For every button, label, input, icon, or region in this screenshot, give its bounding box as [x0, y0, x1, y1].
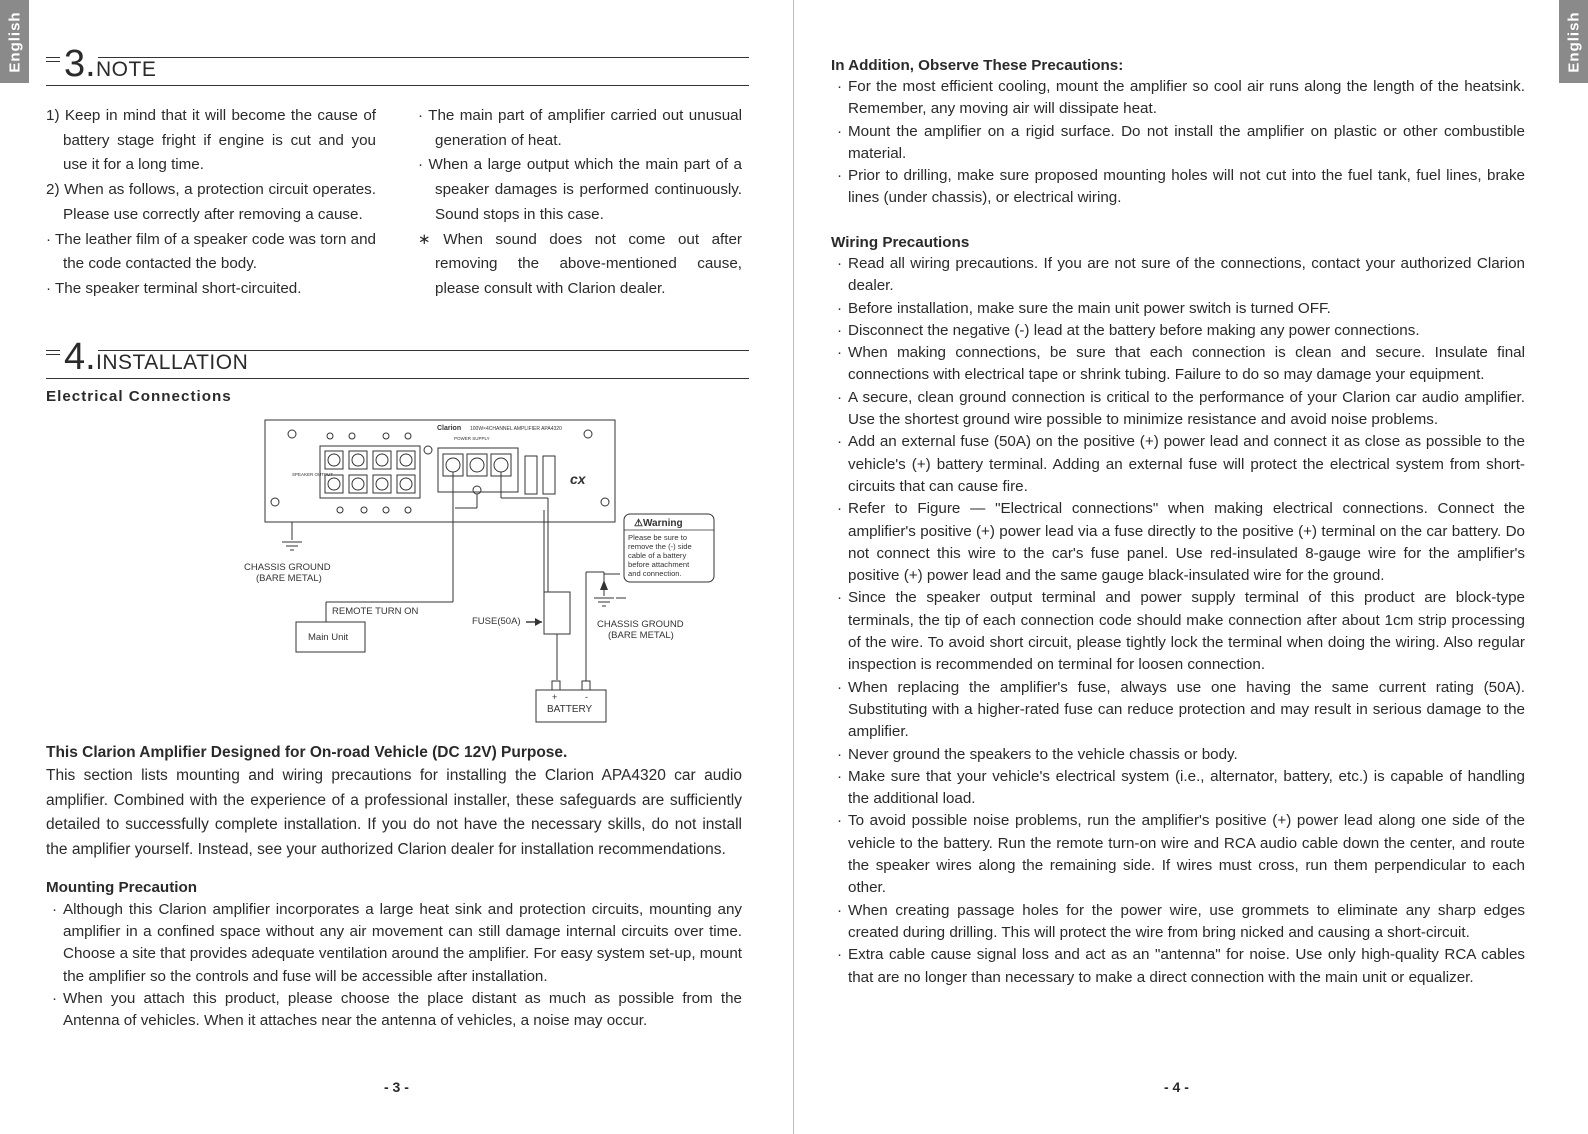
page-number: - 4 -: [1164, 1079, 1189, 1095]
warning-title: ⚠Warning: [634, 518, 683, 529]
list-item: · Extra cable cause signal loss and act as an "antenna" for noise. Use only high-quality RCA cables that are no longer than necessary to make a direct connection with the main unit or equalizer.: [836, 946, 1525, 986]
diagram-power-supply: POWER SUPPLY: [454, 436, 490, 441]
wiring-diagram-svg: [240, 418, 720, 730]
section-title: NOTE: [96, 58, 157, 81]
precaution-list: [831, 76, 1525, 210]
wiring-heading: Wiring Precautions: [831, 234, 970, 251]
wiring-list: [831, 253, 1525, 989]
mount-hole: [601, 498, 609, 506]
wiring-diagram: [240, 418, 720, 730]
svg-text:cx: cx: [570, 471, 586, 487]
section-header-note: [46, 43, 749, 86]
mount-hole: [271, 498, 279, 506]
battery-minus: -: [585, 692, 588, 702]
battery-label: BATTERY: [547, 704, 593, 715]
page-number: - 3 -: [384, 1079, 409, 1095]
mount-hole: [288, 430, 296, 438]
precaution-heading: In Addition, Observe These Precautions:: [831, 57, 1124, 74]
diagram-speaker-output: SPEAKER OUTPUT: [292, 472, 334, 477]
fuse-box: [544, 592, 570, 634]
language-tab: [0, 0, 29, 83]
list-item: · When you attach this product, please choose the place distant as much as possible from the Antenna of vehicles. When it attaches near the antenna of vehicles, a noise may occur.: [51, 989, 742, 1030]
bare-metal-left: (BARE METAL): [256, 573, 322, 584]
list-item: · A secure, clean ground connection is critical to the performance of your Clarion car audio amplifier. Use the shortest ground wire possible to minimize resistance and avoid noise problems.: [836, 388, 1525, 429]
language-tab-label: English: [1565, 10, 1582, 73]
note-item: · When a large output which the main part of a speaker damages is performed continuously. Sound stops in this case.: [418, 156, 742, 223]
note-item: 1) Keep in mind that it will become the cause of battery stage fright if engine is cut and you use it for a long time.: [46, 107, 376, 174]
list-item: · Never ground the speakers to the vehicle chassis or body.: [836, 745, 1238, 763]
list-item: · Refer to Figure — "Electrical connections" when making electrical connections. Connect the amplifier's positive (+) power lead via a fuse directly to the positive (+) terminal on the car battery. Do not connect this wire to the car's fuse panel. Use red-insulated 8-gauge wire for the amplifier's positive (+) power lead and the same gauge black-insulated wire for the ground.: [836, 500, 1525, 585]
list-item: · Disconnect the negative (-) lead at the battery before making any power connections.: [836, 321, 1420, 339]
list-item: · Although this Clarion amplifier incorporates a large heat sink and protection circuits, mounting any amplifier in a confined space without any air movement can still damage internal circuits over time. Choose a site that provides adequate ventilation around the amplifier. For easy system set-up, mount the amplifier so the controls and fuse will be accessible after installation.: [51, 901, 742, 985]
diagram-brand: Clarion: [437, 425, 462, 432]
note-left-column: [46, 104, 376, 302]
section-number: 4.: [60, 337, 98, 377]
note-item: ∗ When sound does not come out after removing the above-mentioned cause, please consult with Clarion dealer.: [418, 230, 742, 297]
language-tab-label: English: [6, 10, 23, 73]
mounting-list: [46, 899, 742, 1032]
chassis-ground-right: CHASSIS GROUND: [597, 619, 684, 630]
list-item: · Prior to drilling, make sure proposed mounting holes will not cut into the fuel tank, fuel lines, brake lines (under chassis), or electrical wiring.: [836, 167, 1525, 207]
list-item: · Make sure that your vehicle's electrical system (i.e., alternator, battery, etc.) is capable of handling the additional load.: [836, 767, 1525, 808]
diagram-model: 100W×4CHANNEL AMPLIFIER APA4320: [470, 426, 562, 432]
list-item: · When replacing the amplifier's fuse, always use one having the same current rating (50A). Substituting with a higher-rated fuse can reduce protection and may result in serious damage to the amplifier.: [836, 678, 1525, 741]
electrical-connections-heading: Electrical Connections: [46, 388, 232, 405]
main-unit-label: Main Unit: [308, 632, 349, 643]
note-item: · The leather film of a speaker code was torn and the code contacted the body.: [46, 230, 376, 273]
battery-plus: +: [552, 692, 558, 702]
list-item: · Add an external fuse (50A) on the positive (+) power lead and connect it as close as possible to the vehicle's (+) battery terminal. Adding an external fuse will protect the electrical system from short-circuits that can cause fire.: [836, 433, 1525, 495]
section-title: INSTALLATION: [96, 351, 249, 374]
list-item: · When creating passage holes for the power wire, use grommets to eliminate any sharp edges created during drilling. This will protect the wire from bring nicked and causing a short-circuit.: [836, 901, 1525, 941]
language-tab: [1559, 0, 1588, 83]
section-number: 3.: [60, 44, 98, 84]
designed-heading: This Clarion Amplifier Designed for On-road Vehicle (DC 12V) Purpose.: [46, 744, 568, 761]
mount-hole: [584, 430, 592, 438]
fuse-label: FUSE(50A): [472, 616, 521, 627]
note-item: 2) When as follows, a protection circuit operates. Please use correctly after removing a cause.: [46, 181, 376, 223]
list-item: · Mount the amplifier on a rigid surface. Do not install the amplifier on plastic or other combustible material.: [836, 122, 1525, 162]
list-item: · Before installation, make sure the main unit power switch is turned OFF.: [836, 299, 1331, 317]
list-item: · Read all wiring precautions. If you are not sure of the connections, contact your authorized Clarion dealer.: [836, 255, 1525, 295]
warning-text: Please be sure to remove the (-) side cable of a battery before attachment and connection.: [628, 533, 692, 578]
designed-body: This section lists mounting and wiring precautions for installing the Clarion APA4320 car audio amplifier. Combined with the experience of a professional installer, these safeguards are sufficiently detailed to successfully complete installation. If you do not have the necessary skills, do not install the amplifier yourself. Instead, see your authorized Clarion dealer for installation recommendations.: [46, 767, 742, 858]
mounting-heading: Mounting Precaution: [46, 879, 198, 896]
chassis-ground-left: CHASSIS GROUND: [244, 562, 331, 573]
note-item: · The speaker terminal short-circuited.: [46, 279, 302, 297]
note-item: · The main part of amplifier carried out unusual generation of heat.: [418, 107, 742, 149]
amplifier-body: [265, 420, 615, 522]
left-page: [0, 0, 793, 1134]
list-item: · To avoid possible noise problems, run the amplifier's positive (+) power lead along one side of the vehicle to the battery. Run the remote turn-on wire and RCA audio cable down the center, and route the speaker wires along the remaining side. If wires must cross, run them perpendicular to each other.: [836, 812, 1525, 897]
list-item: · When making connections, be sure that each connection is clean and secure. Insulate final connections with electrical tape or shrink tubing. Failure to do so may damage your equipment.: [836, 344, 1525, 384]
list-item: · For the most efficient cooling, mount the amplifier so cool air runs along the length of the heatsink. Remember, any moving air will dissipate heat.: [836, 78, 1525, 118]
bare-metal-right: (BARE METAL): [608, 630, 674, 641]
section-header-installation: [46, 336, 749, 379]
list-item: · Since the speaker output terminal and power supply terminal of this product are block-type terminals, the tip of each connection code should make connection after about 1cm strip processing of the wire. To avoid short circuit, please tightly lock the terminal when doing the wiring. Also regular inspection is recommended on terminal for loosen connection.: [836, 589, 1525, 674]
remote-turn-on-label: REMOTE TURN ON: [332, 606, 419, 617]
note-right-column: [418, 104, 742, 302]
